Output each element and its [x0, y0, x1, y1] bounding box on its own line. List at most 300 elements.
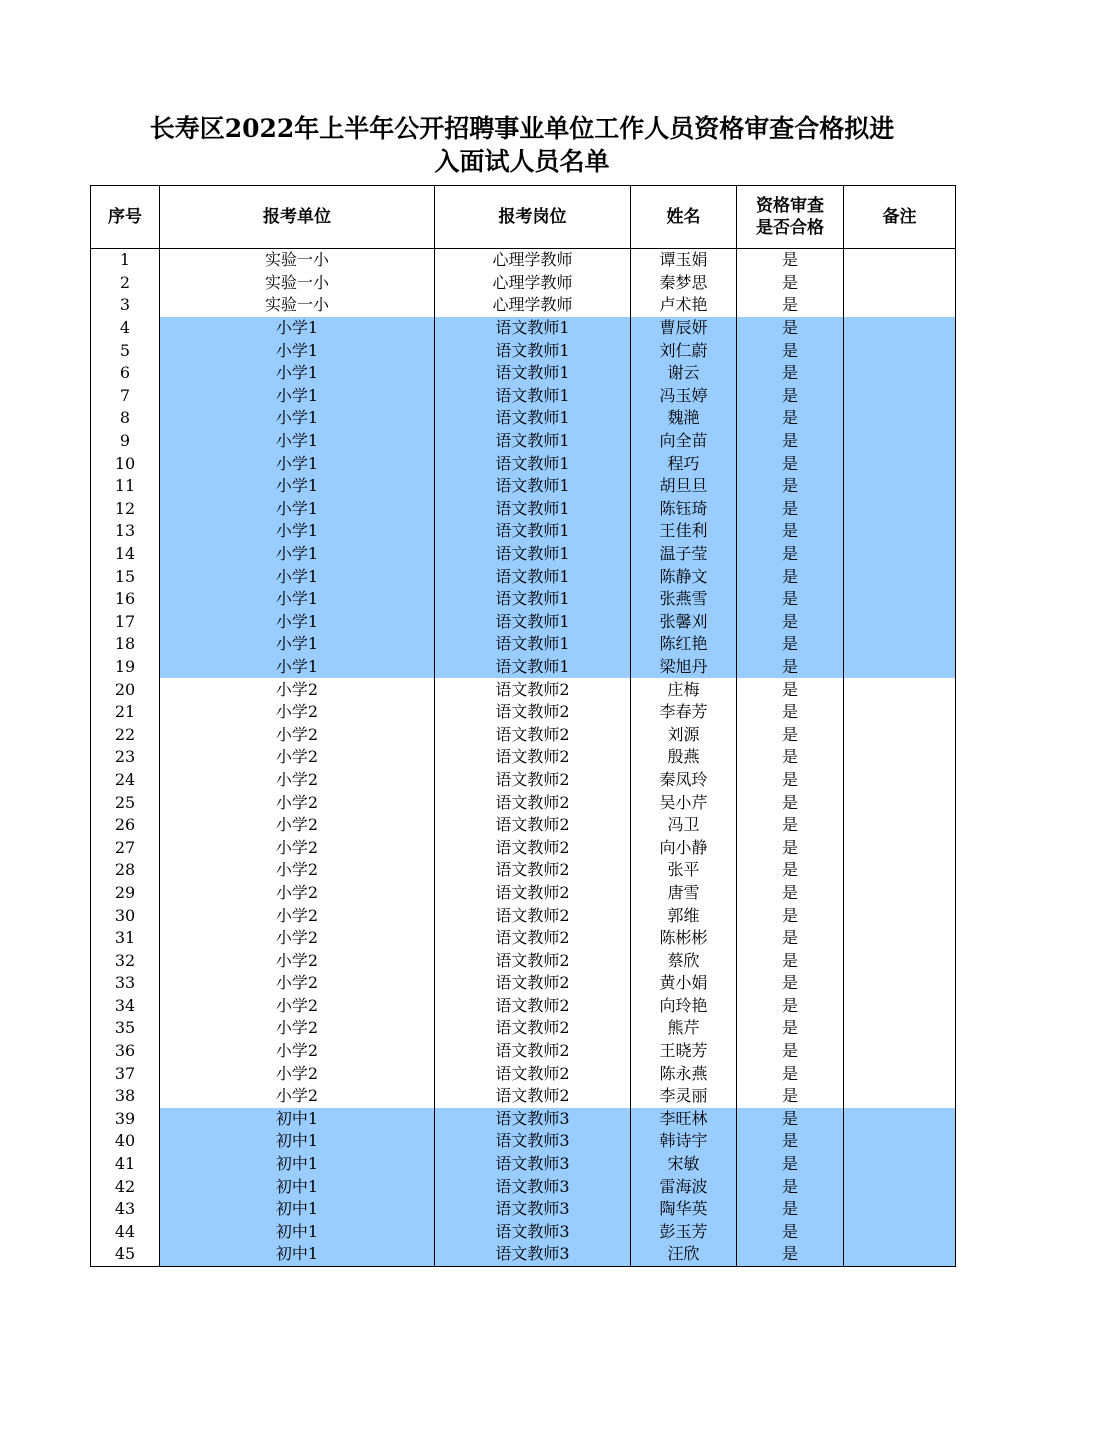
cell-name: 雷海波	[631, 1175, 737, 1198]
cell-name: 陶华英	[631, 1198, 737, 1221]
cell-unit: 小学2	[160, 927, 435, 950]
cell-note	[844, 1153, 956, 1176]
cell-name: 张燕雪	[631, 588, 737, 611]
cell-note	[844, 656, 956, 679]
cell-qualified: 是	[737, 452, 844, 475]
table-row	[91, 656, 956, 679]
table-row	[91, 746, 956, 769]
cell-qualified: 是	[737, 927, 844, 950]
cell-qualified: 是	[737, 498, 844, 521]
cell-note	[844, 882, 956, 905]
cell-note	[844, 1221, 956, 1244]
cell-note	[844, 430, 956, 453]
cell-name: 黄小娟	[631, 972, 737, 995]
cell-unit: 初中1	[160, 1175, 435, 1198]
cell-note	[844, 520, 956, 543]
cell-unit: 小学1	[160, 498, 435, 521]
cell-name: 李春芳	[631, 701, 737, 724]
cell-unit: 小学1	[160, 430, 435, 453]
cell-name: 陈红艳	[631, 633, 737, 656]
cell-qualified: 是	[737, 746, 844, 769]
cell-no: 9	[91, 430, 160, 453]
table-row	[91, 385, 956, 408]
cell-note	[844, 1130, 956, 1153]
cell-qualified: 是	[737, 565, 844, 588]
cell-name: 韩诗宇	[631, 1130, 737, 1153]
cell-qualified: 是	[737, 543, 844, 566]
cell-note	[844, 904, 956, 927]
cell-qualified: 是	[737, 678, 844, 701]
cell-qualified: 是	[737, 1085, 844, 1108]
cell-note	[844, 588, 956, 611]
cell-unit: 小学1	[160, 588, 435, 611]
cell-note	[844, 746, 956, 769]
cell-no: 26	[91, 814, 160, 837]
cell-qualified: 是	[737, 769, 844, 792]
cell-unit: 小学2	[160, 723, 435, 746]
cell-unit: 小学1	[160, 520, 435, 543]
cell-unit: 实验一小	[160, 249, 435, 272]
cell-name: 宋敏	[631, 1153, 737, 1176]
cell-post: 语文教师1	[435, 520, 631, 543]
cell-post: 语文教师1	[435, 317, 631, 340]
cell-note	[844, 452, 956, 475]
cell-no: 1	[91, 249, 160, 272]
table-row	[91, 294, 956, 317]
cell-note	[844, 1108, 956, 1131]
cell-no: 24	[91, 769, 160, 792]
cell-name: 谭玉娟	[631, 249, 737, 272]
cell-name: 冯卫	[631, 814, 737, 837]
cell-no: 6	[91, 362, 160, 385]
cell-note	[844, 1017, 956, 1040]
cell-post: 语文教师2	[435, 678, 631, 701]
table-row	[91, 317, 956, 340]
cell-no: 4	[91, 317, 160, 340]
cell-unit: 小学1	[160, 543, 435, 566]
cell-name: 王晓芳	[631, 1040, 737, 1063]
cell-post: 语文教师3	[435, 1243, 631, 1266]
cell-qualified: 是	[737, 656, 844, 679]
table-row	[91, 882, 956, 905]
cell-qualified: 是	[737, 362, 844, 385]
cell-post: 语文教师2	[435, 904, 631, 927]
cell-qualified: 是	[737, 701, 844, 724]
cell-note	[844, 475, 956, 498]
cell-note	[844, 1198, 956, 1221]
header-unit: 报考单位	[160, 186, 435, 249]
cell-no: 28	[91, 859, 160, 882]
cell-post: 语文教师3	[435, 1153, 631, 1176]
cell-qualified: 是	[737, 385, 844, 408]
cell-post: 语文教师3	[435, 1175, 631, 1198]
cell-qualified: 是	[737, 407, 844, 430]
cell-post: 语文教师2	[435, 972, 631, 995]
cell-note	[844, 927, 956, 950]
cell-no: 18	[91, 633, 160, 656]
cell-post: 语文教师2	[435, 859, 631, 882]
cell-post: 语文教师3	[435, 1198, 631, 1221]
cell-name: 胡旦旦	[631, 475, 737, 498]
table-row	[91, 904, 956, 927]
title-line-2: 入面试人员名单	[434, 147, 610, 176]
cell-no: 41	[91, 1153, 160, 1176]
cell-qualified: 是	[737, 995, 844, 1018]
table-row	[91, 520, 956, 543]
table-row	[91, 407, 956, 430]
cell-unit: 小学1	[160, 339, 435, 362]
cell-name: 梁旭丹	[631, 656, 737, 679]
cell-name: 彭玉芳	[631, 1221, 737, 1244]
cell-qualified: 是	[737, 1198, 844, 1221]
cell-name: 谢云	[631, 362, 737, 385]
cell-note	[844, 565, 956, 588]
cell-no: 45	[91, 1243, 160, 1266]
cell-post: 语文教师2	[435, 949, 631, 972]
cell-unit: 小学2	[160, 1062, 435, 1085]
cell-qualified: 是	[737, 1040, 844, 1063]
cell-name: 刘源	[631, 723, 737, 746]
table-row	[91, 927, 956, 950]
cell-qualified: 是	[737, 949, 844, 972]
cell-unit: 小学2	[160, 882, 435, 905]
cell-unit: 小学2	[160, 746, 435, 769]
cell-note	[844, 814, 956, 837]
cell-post: 语文教师2	[435, 746, 631, 769]
roster-table	[90, 185, 956, 1267]
table-row	[91, 272, 956, 295]
cell-unit: 小学1	[160, 475, 435, 498]
cell-no: 5	[91, 339, 160, 362]
cell-post: 语文教师3	[435, 1221, 631, 1244]
cell-name: 秦凤玲	[631, 769, 737, 792]
table-row	[91, 995, 956, 1018]
cell-note	[844, 1040, 956, 1063]
cell-no: 3	[91, 294, 160, 317]
cell-unit: 小学1	[160, 317, 435, 340]
table-row	[91, 611, 956, 634]
cell-qualified: 是	[737, 249, 844, 272]
cell-no: 20	[91, 678, 160, 701]
cell-note	[844, 791, 956, 814]
cell-no: 17	[91, 611, 160, 634]
cell-qualified: 是	[737, 1062, 844, 1085]
cell-post: 语文教师2	[435, 1040, 631, 1063]
cell-qualified: 是	[737, 859, 844, 882]
table-row	[91, 362, 956, 385]
cell-note	[844, 1085, 956, 1108]
cell-qualified: 是	[737, 723, 844, 746]
cell-qualified: 是	[737, 317, 844, 340]
cell-no: 15	[91, 565, 160, 588]
cell-qualified: 是	[737, 1221, 844, 1244]
cell-name: 曹辰妍	[631, 317, 737, 340]
cell-post: 语文教师2	[435, 723, 631, 746]
cell-qualified: 是	[737, 972, 844, 995]
cell-unit: 初中1	[160, 1243, 435, 1266]
cell-post: 语文教师3	[435, 1108, 631, 1131]
cell-post: 语文教师2	[435, 927, 631, 950]
cell-name: 郭维	[631, 904, 737, 927]
cell-name: 蔡欣	[631, 949, 737, 972]
table-row	[91, 1062, 956, 1085]
cell-name: 冯玉婷	[631, 385, 737, 408]
cell-no: 25	[91, 791, 160, 814]
cell-post: 语文教师2	[435, 1085, 631, 1108]
table-row	[91, 1040, 956, 1063]
cell-name: 程巧	[631, 452, 737, 475]
cell-qualified: 是	[737, 1017, 844, 1040]
table-row	[91, 1017, 956, 1040]
cell-note	[844, 317, 956, 340]
cell-post: 语文教师1	[435, 452, 631, 475]
cell-no: 35	[91, 1017, 160, 1040]
cell-no: 11	[91, 475, 160, 498]
table-row	[91, 633, 956, 656]
cell-unit: 初中1	[160, 1198, 435, 1221]
cell-post: 语文教师3	[435, 1130, 631, 1153]
cell-note	[844, 1062, 956, 1085]
cell-note	[844, 272, 956, 295]
cell-post: 语文教师2	[435, 836, 631, 859]
cell-no: 23	[91, 746, 160, 769]
header-no: 序号	[91, 186, 160, 249]
cell-qualified: 是	[737, 430, 844, 453]
cell-note	[844, 385, 956, 408]
table-row	[91, 723, 956, 746]
cell-qualified: 是	[737, 1108, 844, 1131]
table-row	[91, 498, 956, 521]
cell-note	[844, 611, 956, 634]
cell-name: 向玲艳	[631, 995, 737, 1018]
page-title	[90, 112, 954, 178]
table-row	[91, 949, 956, 972]
cell-unit: 小学1	[160, 656, 435, 679]
cell-unit: 小学2	[160, 1017, 435, 1040]
cell-qualified: 是	[737, 1130, 844, 1153]
cell-post: 语文教师2	[435, 814, 631, 837]
cell-no: 39	[91, 1108, 160, 1131]
cell-no: 43	[91, 1198, 160, 1221]
cell-note	[844, 972, 956, 995]
cell-unit: 小学2	[160, 791, 435, 814]
cell-post: 语文教师1	[435, 339, 631, 362]
cell-unit: 小学2	[160, 1040, 435, 1063]
table-row	[91, 1175, 956, 1198]
cell-name: 李灵丽	[631, 1085, 737, 1108]
cell-post: 心理学教师	[435, 249, 631, 272]
cell-post: 语文教师2	[435, 1017, 631, 1040]
table-row	[91, 814, 956, 837]
cell-name: 庄梅	[631, 678, 737, 701]
table-row	[91, 1221, 956, 1244]
cell-no: 29	[91, 882, 160, 905]
cell-note	[844, 836, 956, 859]
cell-post: 语文教师1	[435, 611, 631, 634]
table-row	[91, 1198, 956, 1221]
cell-name: 陈钰琦	[631, 498, 737, 521]
cell-no: 19	[91, 656, 160, 679]
cell-post: 语文教师1	[435, 385, 631, 408]
table-row	[91, 249, 956, 272]
cell-qualified: 是	[737, 588, 844, 611]
cell-post: 语文教师2	[435, 882, 631, 905]
cell-name: 唐雪	[631, 882, 737, 905]
cell-name: 李旺林	[631, 1108, 737, 1131]
cell-no: 2	[91, 272, 160, 295]
cell-no: 36	[91, 1040, 160, 1063]
cell-note	[844, 339, 956, 362]
cell-name: 汪欣	[631, 1243, 737, 1266]
cell-name: 秦梦思	[631, 272, 737, 295]
cell-post: 语文教师1	[435, 430, 631, 453]
cell-note	[844, 294, 956, 317]
cell-unit: 小学2	[160, 678, 435, 701]
cell-name: 殷燕	[631, 746, 737, 769]
cell-name: 卢术艳	[631, 294, 737, 317]
cell-unit: 小学1	[160, 407, 435, 430]
cell-no: 34	[91, 995, 160, 1018]
header-note: 备注	[844, 186, 956, 249]
cell-name: 向全苗	[631, 430, 737, 453]
cell-post: 语文教师2	[435, 769, 631, 792]
cell-name: 陈永燕	[631, 1062, 737, 1085]
cell-post: 语文教师1	[435, 656, 631, 679]
cell-unit: 小学1	[160, 385, 435, 408]
cell-note	[844, 498, 956, 521]
cell-no: 44	[91, 1221, 160, 1244]
table-row	[91, 701, 956, 724]
cell-post: 语文教师2	[435, 791, 631, 814]
cell-note	[844, 701, 956, 724]
header-qualification-line-1: 资格审查	[756, 196, 824, 216]
cell-unit: 实验一小	[160, 272, 435, 295]
cell-name: 温子莹	[631, 543, 737, 566]
cell-no: 22	[91, 723, 160, 746]
cell-note	[844, 769, 956, 792]
table-row	[91, 1108, 956, 1131]
header-qualification	[737, 186, 844, 249]
cell-unit: 小学2	[160, 814, 435, 837]
cell-unit: 小学2	[160, 769, 435, 792]
cell-name: 魏滟	[631, 407, 737, 430]
cell-note	[844, 249, 956, 272]
cell-qualified: 是	[737, 339, 844, 362]
table-row	[91, 836, 956, 859]
table-row	[91, 1153, 956, 1176]
cell-unit: 小学2	[160, 904, 435, 927]
cell-unit: 小学1	[160, 565, 435, 588]
cell-unit: 小学2	[160, 972, 435, 995]
cell-note	[844, 543, 956, 566]
table-row	[91, 1130, 956, 1153]
cell-name: 张馨刈	[631, 611, 737, 634]
cell-no: 31	[91, 927, 160, 950]
table-row	[91, 1085, 956, 1108]
cell-name: 吴小芹	[631, 791, 737, 814]
cell-name: 熊芹	[631, 1017, 737, 1040]
cell-unit: 小学1	[160, 611, 435, 634]
cell-no: 27	[91, 836, 160, 859]
cell-qualified: 是	[737, 1243, 844, 1266]
cell-unit: 实验一小	[160, 294, 435, 317]
cell-unit: 小学2	[160, 701, 435, 724]
table-row	[91, 565, 956, 588]
cell-qualified: 是	[737, 520, 844, 543]
cell-qualified: 是	[737, 1153, 844, 1176]
table-row	[91, 972, 956, 995]
cell-name: 向小静	[631, 836, 737, 859]
cell-unit: 小学2	[160, 836, 435, 859]
table-row	[91, 588, 956, 611]
cell-qualified: 是	[737, 1175, 844, 1198]
cell-unit: 小学1	[160, 452, 435, 475]
cell-name: 王佳利	[631, 520, 737, 543]
cell-unit: 初中1	[160, 1153, 435, 1176]
cell-name: 刘仁蔚	[631, 339, 737, 362]
cell-unit: 小学2	[160, 949, 435, 972]
cell-note	[844, 362, 956, 385]
table-row	[91, 475, 956, 498]
table-header-row	[91, 186, 956, 249]
cell-qualified: 是	[737, 791, 844, 814]
cell-no: 8	[91, 407, 160, 430]
table-row	[91, 769, 956, 792]
table-row	[91, 678, 956, 701]
cell-unit: 初中1	[160, 1221, 435, 1244]
cell-post: 语文教师2	[435, 995, 631, 1018]
cell-unit: 小学2	[160, 1085, 435, 1108]
cell-post: 心理学教师	[435, 294, 631, 317]
cell-no: 32	[91, 949, 160, 972]
cell-post: 语文教师1	[435, 588, 631, 611]
cell-unit: 小学1	[160, 633, 435, 656]
cell-post: 语文教师1	[435, 633, 631, 656]
cell-post: 语文教师2	[435, 1062, 631, 1085]
cell-unit: 初中1	[160, 1130, 435, 1153]
cell-post: 语文教师1	[435, 565, 631, 588]
cell-no: 30	[91, 904, 160, 927]
cell-qualified: 是	[737, 814, 844, 837]
table-row	[91, 430, 956, 453]
cell-post: 语文教师1	[435, 498, 631, 521]
table-row	[91, 452, 956, 475]
table-row	[91, 339, 956, 362]
table-row	[91, 543, 956, 566]
cell-note	[844, 407, 956, 430]
cell-name: 陈静文	[631, 565, 737, 588]
cell-no: 14	[91, 543, 160, 566]
cell-note	[844, 949, 956, 972]
cell-note	[844, 678, 956, 701]
cell-no: 38	[91, 1085, 160, 1108]
cell-post: 语文教师2	[435, 701, 631, 724]
cell-name: 陈彬彬	[631, 927, 737, 950]
cell-post: 语文教师1	[435, 475, 631, 498]
cell-name: 张平	[631, 859, 737, 882]
cell-note	[844, 1243, 956, 1266]
cell-no: 16	[91, 588, 160, 611]
cell-post: 语文教师1	[435, 543, 631, 566]
cell-unit: 小学1	[160, 362, 435, 385]
table-row	[91, 859, 956, 882]
cell-qualified: 是	[737, 882, 844, 905]
cell-post: 语文教师1	[435, 407, 631, 430]
cell-no: 7	[91, 385, 160, 408]
cell-post: 语文教师1	[435, 362, 631, 385]
cell-note	[844, 723, 956, 746]
cell-unit: 小学2	[160, 995, 435, 1018]
